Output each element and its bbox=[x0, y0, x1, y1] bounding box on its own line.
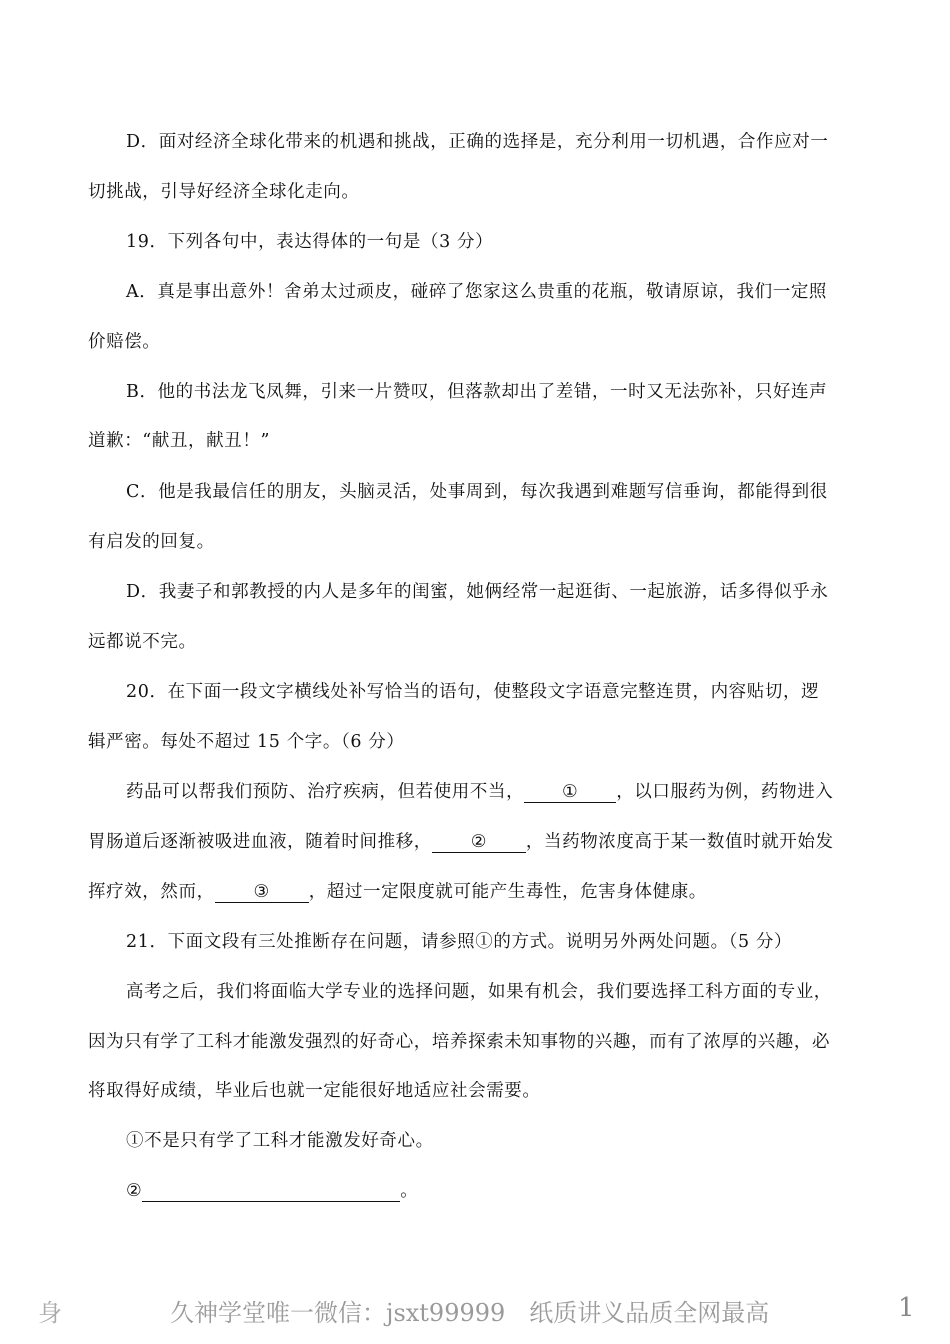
option-d-line-2: 切挑战，引导好经济全球化走向。 bbox=[88, 182, 360, 202]
circled-number-2: ② bbox=[126, 1181, 143, 1201]
q19-option-c-line-1: C．他是我最信任的朋友，头脑灵活，处事周到，每次我遇到难题写信垂询，都能得到很 bbox=[126, 482, 828, 502]
answer-blank-2[interactable]: ② bbox=[432, 832, 526, 853]
q19-option-a-line-2: 价赔偿。 bbox=[88, 332, 161, 352]
q20-text: ，超过一定限度就可能产生毒性，危害身体健康。 bbox=[308, 882, 707, 902]
answer-blank-q21-2[interactable] bbox=[142, 1181, 400, 1202]
period: 。 bbox=[400, 1181, 419, 1201]
question-19-title: 19．下列各句中，表达得体的一句是（3 分） bbox=[126, 232, 494, 252]
q20-passage-line-3 bbox=[88, 880, 707, 904]
question-20-title-line-1: 20．在下面一段文字横线处补写恰当的语句，使整段文字语意完整连贯，内容贴切，逻 bbox=[126, 682, 820, 702]
q19-option-d-line-1: D．我妻子和郭教授的内人是多年的闺蜜，她俩经常一起逛街、一起旅游，话多得似乎永 bbox=[126, 582, 829, 602]
question-21-title: 21．下面文段有三处推断存在问题，请参照①的方式。说明另外两处问题。（5 分） bbox=[126, 932, 793, 952]
q21-answer-1: ①不是只有学了工科才能激发好奇心。 bbox=[126, 1131, 434, 1151]
q19-option-b-line-2: 道歉：“献丑，献丑！” bbox=[88, 431, 270, 451]
q20-text: ，以口服药为例，药物进入 bbox=[616, 782, 834, 802]
question-20-title-line-2: 辑严密。每处不超过 15 个字。（6 分） bbox=[88, 732, 405, 752]
q20-text: ，当药物浓度高于某一数值时就开始发 bbox=[525, 832, 834, 852]
q21-passage-line-1: 高考之后，我们将面临大学专业的选择问题，如果有机会，我们要选择工科方面的专业， bbox=[126, 982, 832, 1002]
answer-blank-3[interactable]: ③ bbox=[215, 882, 309, 903]
q19-option-c-line-2: 有启发的回复。 bbox=[88, 532, 215, 552]
q20-text: 挥疗效，然而， bbox=[88, 882, 215, 902]
answer-blank-1[interactable]: ① bbox=[524, 782, 616, 803]
footer-watermark: 久神学堂唯一微信：jsxt99999 纸质讲义品质全网最高 bbox=[170, 1299, 770, 1327]
footer-left-fragment: 身 bbox=[38, 1299, 62, 1327]
q21-passage-line-2: 因为只有学了工科才能激发强烈的好奇心，培养探索未知事物的兴趣，而有了浓厚的兴趣，必 bbox=[88, 1032, 831, 1052]
q21-passage-line-3: 将取得好成绩，毕业后也就一定能很好地适应社会需要。 bbox=[88, 1081, 541, 1101]
page-number: 1 bbox=[898, 1293, 915, 1323]
q19-option-d-line-2: 远都说不完。 bbox=[88, 632, 197, 652]
q21-answer-2-line bbox=[126, 1179, 418, 1203]
option-d-line-1: D．面对经济全球化带来的机遇和挑战，正确的选择是，充分利用一切机遇，合作应对一 bbox=[126, 132, 829, 152]
q20-text: 药品可以帮我们预防、治疗疾病，但若使用不当， bbox=[126, 782, 525, 802]
q20-text: 胃肠道后逐渐被吸进血液，随着时间推移， bbox=[88, 832, 432, 852]
q19-option-b-line-1: B．他的书法龙飞凤舞，引来一片赞叹，但落款却出了差错，一时又无法弥补，只好连声 bbox=[126, 382, 828, 402]
q20-passage-line-1 bbox=[126, 780, 833, 804]
q19-option-a-line-1: A．真是事出意外！舍弟太过顽皮，碰碎了您家这么贵重的花瓶，敬请原谅，我们一定照 bbox=[126, 282, 828, 302]
q20-passage-line-2 bbox=[88, 830, 834, 854]
